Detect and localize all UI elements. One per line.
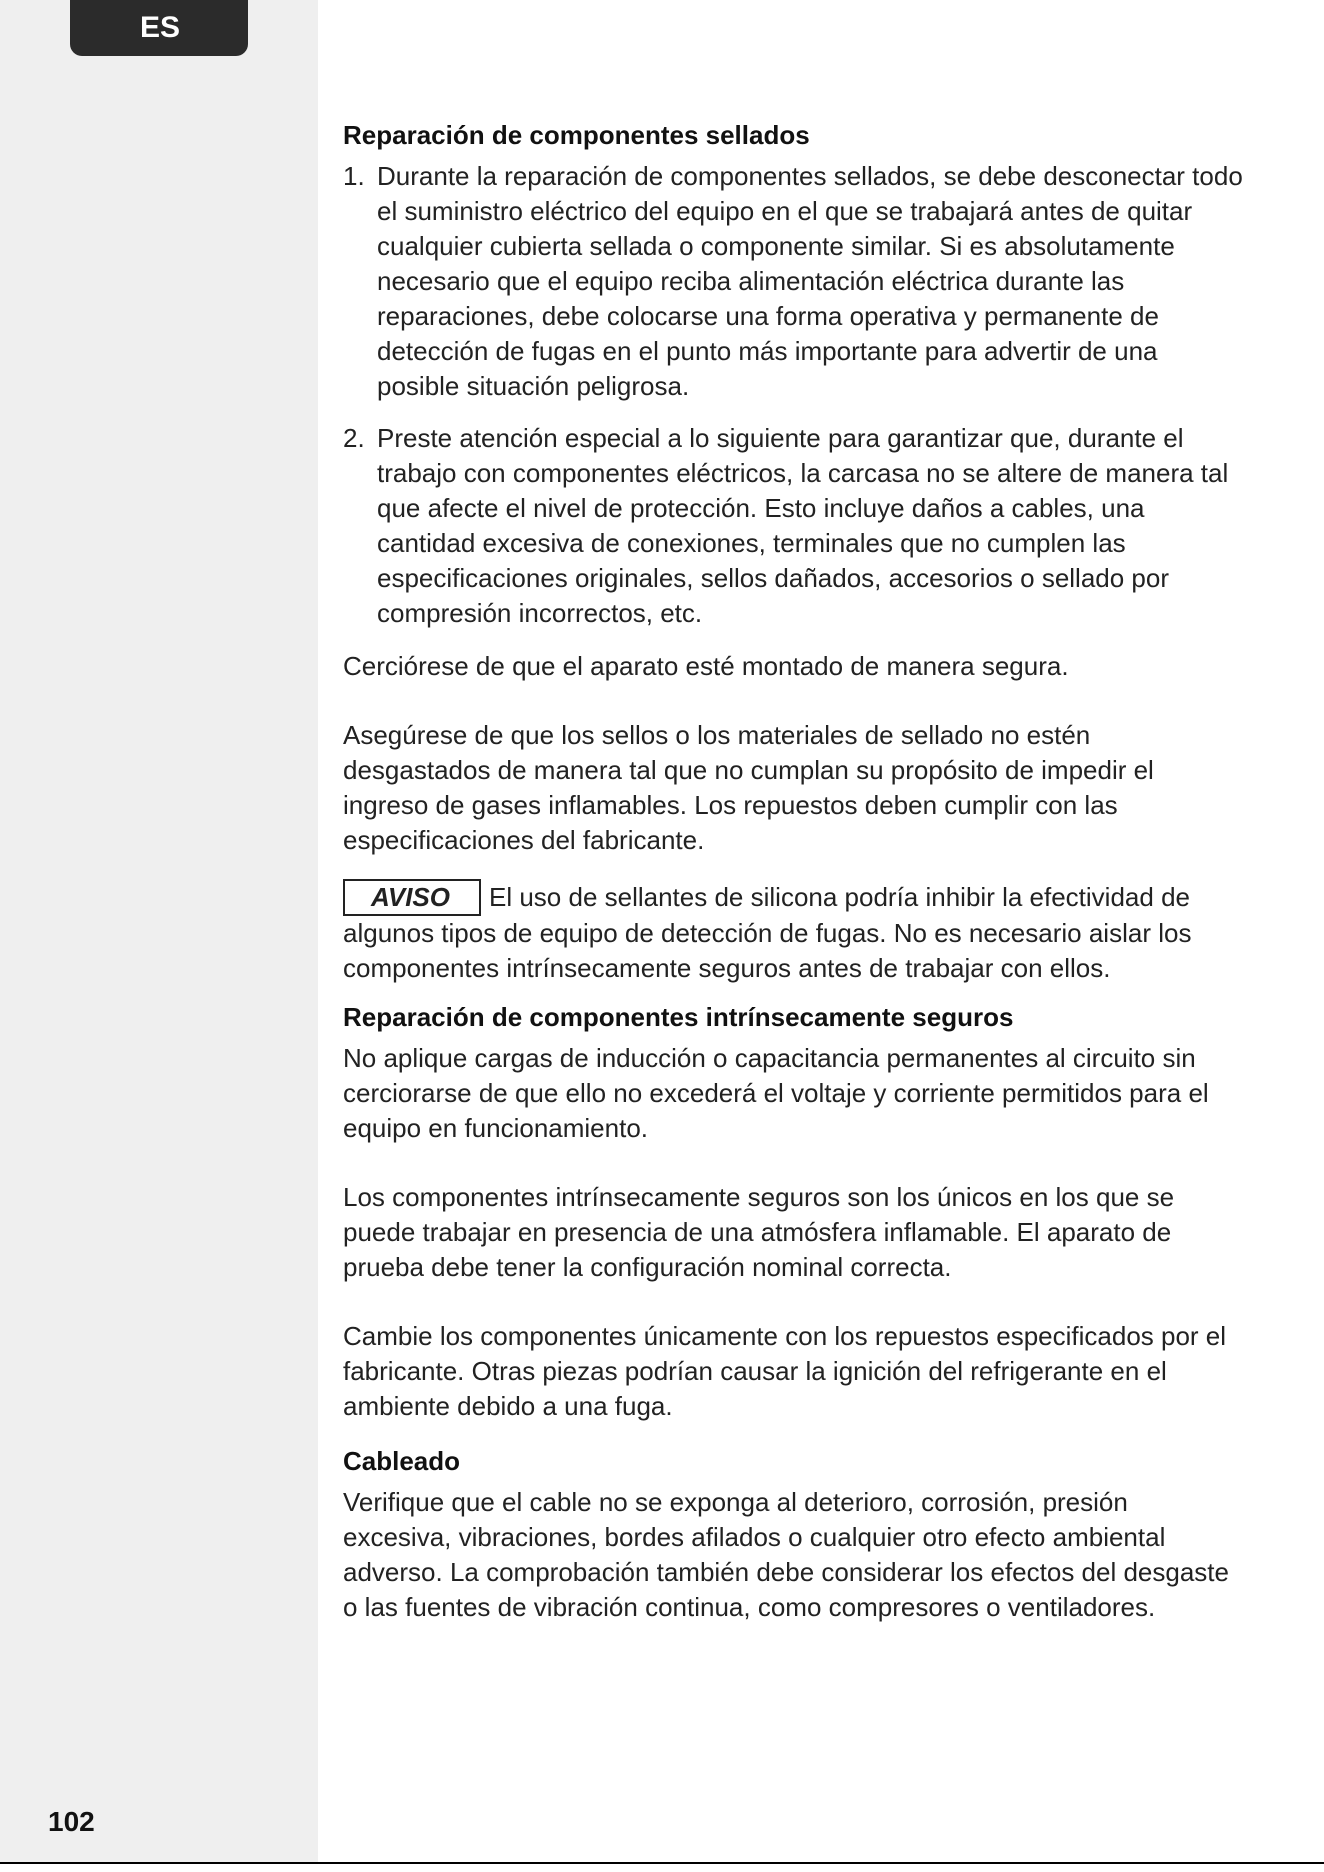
section-sealed-components — [343, 118, 1243, 986]
list-item-text: Preste atención especial a lo siguiente para garantizar que, durante el trabajo con componentes eléctricos, la carcasa no se altere de manera tal que afecte el nivel de protección. Esto incluye daños a cables, una cantidad excesiva de conexiones, terminales que no cumplen las especificaciones originales, sellos dañados, accesorios o sellado por compresión incorrectos, etc. — [377, 423, 1229, 628]
bottom-divider — [0, 1862, 1324, 1864]
paragraph: No aplique cargas de inducción o capacitancia permanentes al circuito sin cerciorarse de que ello no excederá el voltaje y corriente permitidos para el equipo en funcionamiento. — [343, 1043, 1209, 1143]
list-item-number: 1. — [343, 161, 365, 191]
page-content — [343, 118, 1243, 1659]
list-item — [343, 159, 1243, 404]
language-tab — [70, 0, 248, 56]
paragraph: Cambie los componentes únicamente con los repuestos especificados por el fabricante. Otras piezas podrían causar la ignición del refrigerante en el ambiente debido a una fuga. — [343, 1321, 1227, 1421]
paragraph: Verifique que el cable no se exponga al deterioro, corrosión, presión excesiva, vibraciones, bordes afilados o cualquier otro efecto ambiental adverso. La comprobación también debe considerar los efectos del desgaste o las fuentes de vibración continua, como compresores o ventiladores. — [343, 1487, 1229, 1622]
notice-badge: AVISO — [343, 879, 481, 916]
page-number: 102 — [48, 1806, 95, 1837]
page-sidebar — [0, 0, 318, 1862]
list-item-text: Durante la reparación de componentes sellados, se debe desconectar todo el suministro eléctrico del equipo en el que se trabajará antes de quitar cualquier cubierta sellada o componente similar. Si es absolutamente necesario que el equipo reciba alimentación eléctrica durante las reparaciones, debe colocarse una forma operativa y permanente de detección de fugas en el punto más importante para advertir de una posible situación peligrosa. — [377, 161, 1243, 401]
section-intrinsic-components — [343, 1000, 1243, 1424]
language-tab-label: ES — [140, 11, 181, 44]
numbered-list — [343, 159, 1243, 631]
paragraph: Asegúrese de que los sellos o los materiales de sellado no estén desgastados de manera tal que no cumplan su propósito de impedir el ingreso de gases inflamables. Los repuestos deben cumplir con las especificaciones del fabricante. — [343, 720, 1154, 855]
list-item — [343, 421, 1243, 631]
list-item-number: 2. — [343, 423, 365, 453]
section-heading: Cableado — [343, 1446, 461, 1476]
notice-text: El uso de sellantes de silicona podría inhibir la efectividad de algunos tipos de equipo de detección de fugas. No es necesario aislar los componentes intrínsecamente seguros antes de trabajar con ellos. — [343, 882, 1192, 983]
section-wiring — [343, 1444, 1243, 1625]
paragraph: Los componentes intrínsecamente seguros son los únicos en los que se puede trabajar en presencia de una atmósfera inflamable. El aparato de prueba debe tener la configuración nominal correcta. — [343, 1182, 1175, 1282]
section-heading: Reparación de componentes intrínsecamente seguros — [343, 1002, 1014, 1032]
paragraph: Cerciórese de que el aparato esté montado de manera segura. — [343, 651, 1069, 681]
section-heading: Reparación de componentes sellados — [343, 120, 810, 150]
notice-paragraph — [343, 879, 1243, 986]
